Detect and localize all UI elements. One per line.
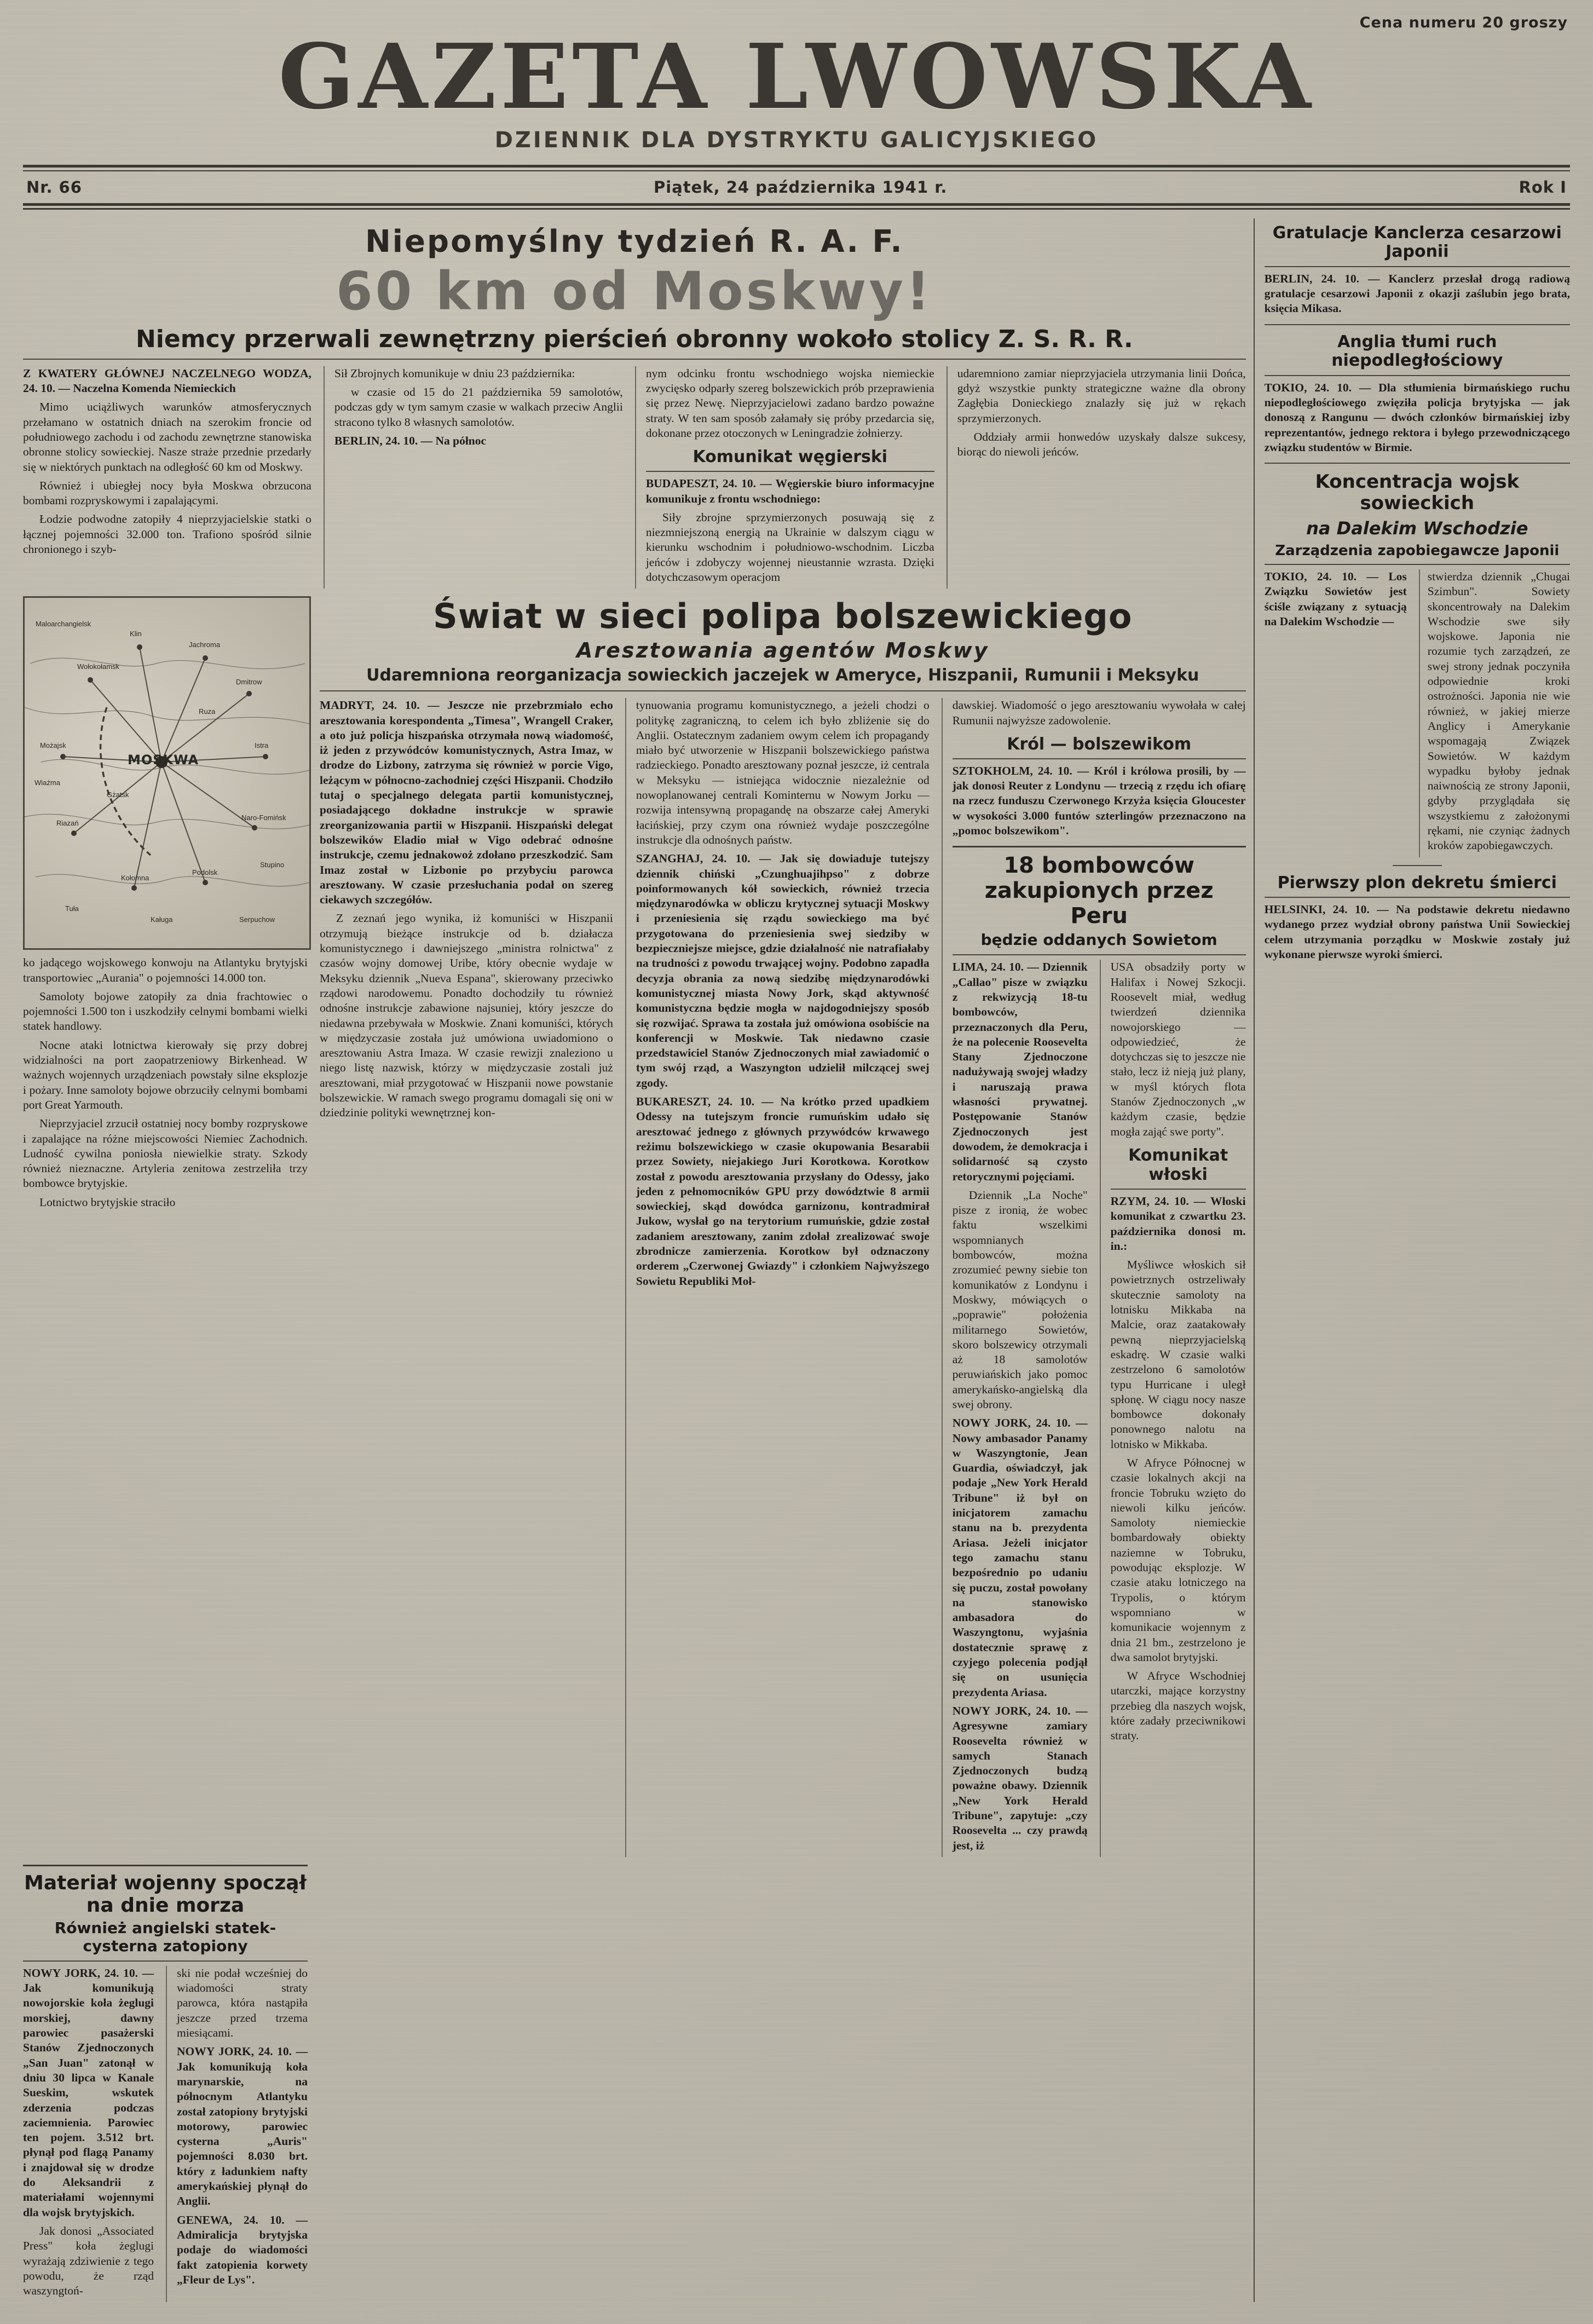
map-label: Naro-Fomińsk xyxy=(241,814,286,822)
issue-info-row xyxy=(23,171,1570,203)
map-label: Jachroma xyxy=(189,641,221,649)
paragraph: Nieprzyjaciel zrzucił ostatniej nocy bomby rozpryskowe i zapalające na różne miejscowości Niemiec Zachodnich. Ludność cywilna poniosła niewielkie straty. Szkody również nieznaczne. Artyleria zenitowa zestrzeliła trzy bombowce brytyjskie. xyxy=(23,1117,308,1190)
paragraph: NOWY JORK, 24. 10. — Jak komunikują koła marynarskie, na północnym Atlantyku został zatopiony brytyjski motorowy, parowiec cysterna „Auris" pojemności 8.030 brt. który z ładunkiem nafty amerykańskiej płynął do Anglii. xyxy=(177,2045,308,2208)
lead-headline: 60 km od Moskwy! xyxy=(336,260,933,322)
divider xyxy=(1111,1189,1246,1190)
paragraph: Z zeznań jego wynika, iż komuniści w Hiszpanii otrzymują bieżące instrukcje od b. działacza komunistycznego i dawniejszego „ministra rolnictwa" z czasów wojny domowej Uribe, który obecnie wydaje w Meksyku dziennik „Nueva Espana", skierowany przeciwko rządowi narodowemu. Ponadto dochodziły tu również odnośne instrukcje zabawione najsuniej, który jeszcze do niedawna przebywała w Moskwie. Znani komuniści, których w międzyczasie została już umówiona uwiadomiono o aresztowaniu Astra Imaza. W czasie rewizji znaleziono u niego listę nazwisk, którzy w międzyczasie zostali już aresztowani, miał przygotować w Hiszpanii nowe powstanie bolszewickie. W ramach swego programu domagali się oni w dziedzinie polityki wewnętrznej kon- xyxy=(320,912,613,1120)
map-label: Serpuchow xyxy=(239,915,275,924)
map-label: Klin xyxy=(130,630,142,638)
paragraph: TOKIO, 24. 10. — Dla stłumienia birmańskiego ruchu niepodległościowego zwięziła policja brytyjska — jak donoszą z Rangunu — dwóch członków birmańskiej izby reprezentantów, jednego rektora i byłego przewodniczącego związku studentów w Birmie. xyxy=(1264,380,1570,454)
map-label: Dmitrow xyxy=(236,678,262,687)
paragraph: Siły zbrojne sprzymierzonych posuwają się z niezmniejszoną energią na Ukrainie w dalszym ciągu w kierunku wschodnim i południowo-wschodnim. Liczba jeńców i zdobyczy wojennej nieustannie wzrasta. Dzięki dotychczasowym operacjom xyxy=(645,510,934,584)
lead-subhead: Niemcy przerwali zewnętrzny pierścień obronny wokoło stolicy Z. S. R. R. xyxy=(135,325,1133,353)
divider-issue xyxy=(23,203,1570,210)
sidebar-heading-soviet-east-3: Zarządzenia zapobiegawcze Japonii xyxy=(1275,543,1560,560)
soviet-east-col-1 xyxy=(1265,569,1407,857)
paragraph: BUDAPESZT, 24. 10. — Węgierskie biuro informacyjne komunikuje z frontu wschodniego: xyxy=(645,477,934,505)
map-label: Możajsk xyxy=(40,741,66,750)
paragraph: udaremniono zamiar nieprzyjaciela utrzymania linii Dońca, gdyż wszystkie punkty strategiczne ważne dla obrony Zagłębia Donieckiego znalazły się już w rękach sprzymierzonych. xyxy=(957,366,1246,425)
section-heading-king: Król — bolszewikom xyxy=(1007,734,1192,754)
paragraph: BUKARESZT, 24. 10. — Na krótko przed upadkiem Odessy na tutejszym froncie rumuńskim udało się aresztować jednego z głównych przywódców krwawego reżimu bolszewickiego w czasie okupowania Besarabii przez Sowiety, niejakiego Juri Korotkowa. Korotkow został z powodu aresztowania przysłany do Odessy, jako jeden z pełnomocników GPU przy dowództwie 8 armii sowieckiej, skąd dowódca garnizonu, kontradmirał Jukow, wysłał go na terytorium rumuńskie, gdzie został zadaniem aresztowany, zanim zdołał zrealizować swoje zbrodnicze zamierzenia. Korotkow był odznaczony orderem „Czerwonej Gwiazdy" i członkiem Najwyższego Sowietu Republiki Moł- xyxy=(636,1095,930,1288)
paragraph: dawskiej. Wiadomość o jego aresztowaniu wywołała w całej Rumunii najwyższe zadowolenie. xyxy=(952,699,1246,727)
divider xyxy=(646,471,934,472)
issue-date: Piątek, 24 października 1941 r. xyxy=(654,177,948,197)
lead-col-1 xyxy=(23,366,311,589)
map-moscow-region xyxy=(23,596,311,950)
page-title: GAZETA LWOWSKA xyxy=(278,25,1315,129)
sidebar-heading-congrats: Gratulacje Kanclerza cesarzowi Japonii xyxy=(1272,223,1562,262)
lead-kicker: Niepomyślny tydzień R. A. F. xyxy=(365,223,904,259)
paragraph: tynuowania programu komunistycznego, a jeżeli chodzi o politykę zagraniczną, to celem ich było zbliżenie się do Anglii. Ostatecznym zadaniem owym celem ich propagandy miało być utworzenie w Hiszpanii bolszewickiego państwa radzieckiego. Ponadto aresztowany poznał jeszcze, iż centrala w Meksyku — istniejąca widocznie niezależnie od nowoplanowanej centrali Kominternu w Nowym Jorku — rozwija intensywną propagandę na obszarze całej Ameryki łacińskiej, przy czym ona również wydaje poszczególne instrukcje dla odnośnych państw. xyxy=(636,699,930,846)
sidebar-heading-soviet-east: Koncentracja wojsk sowieckich xyxy=(1315,471,1520,515)
map-label: Wiaźma xyxy=(34,778,60,787)
sea-columns xyxy=(23,1966,308,2303)
sea-subhead: Również angielski statek-cysterna zatopiony xyxy=(54,1918,276,1955)
paragraph: MADRYT, 24. 10. — Jeszcze nie przebrzmiało echo aresztowania korespondenta „Timesa", Wrangell Craker, a oto już policja hiszpańska otrzymała nową wiadomość, iż jeden z przywódców komunistycznych, Astra Imaz, w drodze do Lizbony, zatrzyma się również w porcie Vigo, leżącym w północno-zachodniej części Hiszpanii. Chodziło tutaj o specjalnego delegata partii komunistycznej, posiadającego dokładne instrukcje w sprawie zreorganizowania partii w Hiszpanii. Hiszpański delegat bolszewików Eladio miał w Vigo odebrać odnośne instrukcje, czemu jednakowoż zdołano przeszkodzić. Sam Imaz został w Lizbonie po przybyciu parowca aresztowany. W czasie przesłuchania podał on szereg ciekawych szczegółów. xyxy=(320,699,613,907)
paragraph: LIMA, 24. 10. — Dziennik „Callao" pisze w związku z rekwizycją 18-tu bombowców, przeznaczonych dla Peru, że na polecenie Roosevelta Stany Zjednoczone nadużywają swojej władzy i naruszają prawa własności prywatnej. Postępowanie Stanów Zjednoczonych jest dowodem, że demokracja i solidarność są czysto retorycznymi pojęciami. xyxy=(952,960,1088,1183)
peru-subhead: będzie oddanych Sowietom xyxy=(980,931,1217,949)
paragraph: Łodzie podwodne zatopiły 4 nieprzyjacielskie statki o łącznej pojemności 32.000 ton. Trafiono spośród silnie chronionego i szyb- xyxy=(23,512,311,556)
paragraph: W Afryce Wschodniej utarczki, mające korzystny przebieg dla naszych wojsk, które zadały przeciwnikowi straty. xyxy=(1110,1669,1246,1743)
polyp-subhead: Aresztowania agentów Moskwy xyxy=(576,638,989,663)
map-label: Stupino xyxy=(260,861,285,869)
lead-col-3 xyxy=(635,366,934,589)
polyp-col-1 xyxy=(320,698,613,1857)
divider xyxy=(953,954,1246,955)
map-label-moscow: MOSKWA xyxy=(128,752,199,768)
paragraph: ski nie podał wcześniej do wiadomości straty parowca, która nastąpiła jeszcze przed trzema miesiącami. xyxy=(177,1966,308,2040)
divider-top xyxy=(23,165,1570,168)
paragraph: NOWY JORK, 24. 10. — Agresywne zamiary Roosevelta również w samych Stanach Zjednoczonych budzą poważne obawy. Dziennik „New York Herald Tribune", zapytuje: „czy Roosevelta ... czy prawdą jest, iż xyxy=(952,1704,1088,1852)
divider xyxy=(23,1960,308,1962)
paragraph: Samoloty bojowe zatopiły za dnia frachtowiec o pojemności 1.500 ton i uszkodziły celnymi bombami wielki statek handlowy. xyxy=(23,989,308,1033)
sea-headline: Materiał wojenny spoczął na dnie morza xyxy=(24,1871,307,1917)
divider xyxy=(1265,564,1570,565)
sea-section xyxy=(23,1865,308,2303)
map-label: Podolsk xyxy=(192,868,218,877)
map-label: Maloarchangielsk xyxy=(36,620,91,628)
soviet-east-columns xyxy=(1265,569,1570,857)
price-label: Cena numeru 20 groszy xyxy=(1359,14,1568,31)
map-label: Tuła xyxy=(65,904,79,913)
paragraph: SZANGHAJ, 24. 10. — Jak się dowiaduje tutejszy dziennik chiński „Czunghuajihpso" z dobrze poinformowanych kół sowieckich, również trzecia międzynarodówka w obliczu krytycznej sytuacji Moskwy i przeniesienia się rządu sowieckiego ma być przygotowana do przeniesienia swej siedziby w bezpieczniejsze miejsce, gdzie działalność nie natrafiałaby na trudności z powodu trwającej wojny. Podobno zapadła decyzja obrania za nową siedzibę międzynarodówki komunistycznej miasta Nowy Jork, skąd aktywność komunistyczna będzie mogła w najdogodniejszy sposób się rozwijać. Sprawa ta została już omówiona osobiście na konferencji w Moskwie. Tak niedawno czasie przedstawiciel Stanów Zjednoczonych miał zawiadomić o tym swój rząd, a Waszyngton udzielił milczącej swej zgody. xyxy=(636,852,930,1089)
paragraph: BERLIN, 24. 10. — Na północ xyxy=(334,434,487,447)
divider xyxy=(23,1865,308,1866)
issue-number: Nr. 66 xyxy=(26,177,82,197)
polyp-col-3 xyxy=(942,698,1246,1857)
divider xyxy=(1265,897,1570,898)
divider xyxy=(1393,865,1442,866)
divider xyxy=(1265,324,1570,325)
polyp-subhead-2: Udaremniona reorganizacja sowieckich jaczejek w Ameryce, Hiszpanii, Rumunii i Meksyku xyxy=(366,666,1199,685)
map-label: Riazań xyxy=(56,819,79,828)
paragraph: stwierdza dziennik „Chugai Szimbun". Sowiety skoncentrowały na Dalekim Wschodzie swe siły wojskowe. Japonia nie rozumie tych zarządzeń, ze swej strony jednak poczyniła odpowiednie kroki ostrożności. Japonia nie wie również, w jakiej mierze Anglicy i Amerykanie wspomagają Związek Sowietów. W każdym wypadku byłoby jednak naiwnością ze strony Japonii, gdyby przyglądała się wszystkiemu z założonymi rękami, nie czyniąc żadnych kroków zapobiegawczych. xyxy=(1427,569,1570,852)
right-column xyxy=(1254,218,1570,2303)
paragraph: USA obsadziły porty w Halifax i Nowej Szkocji. Roosevelt miał, według twierdzeń dziennika nowojorskiego — odpowiedzieć, że dotychczas się to jeszcze nie stało, lecz iż nieją już plany, w myśl których flota Stanów Zjednoczonych „w każdym czasie, będzie mogła zająć swe porty". xyxy=(1110,960,1246,1138)
paragraph: NOWY JORK, 24. 10. — Nowy ambasador Panamy w Waszyngtonie, Jean Guardia, oświadczył, jak podaje „New York Herald Tribune" iż był on inicjatorem zamachu stanu na b. prezydenta Ariasa. Jeżeli inicjator tego zamachu stanu bezpośrednio po udaniu się puczu, został powołany na stanowisko ambasadora do Waszyngtonu, wyjaśnia dostatecznie sprawę z czyjego polecenia podjął się on usunięcia prezydenta Ariasa. xyxy=(952,1416,1088,1699)
paragraph: Również i ubiegłej nocy była Moskwa obrzucona bombami rozpryskowymi i zapalającymi. xyxy=(23,478,311,508)
paragraph: HELSINKI, 24. 10. — Na podstawie dekretu niedawno wydanego przez wydział obrony państwa Unii Sowieckiej celem utrzymania porządku w Moskwie zostały już wykonane pierwsze wyroki śmierci. xyxy=(1264,903,1570,961)
map-label: Kaługa xyxy=(151,915,173,924)
divider xyxy=(953,758,1246,759)
paragraph: Oddziały armii honwedów uzyskały dalsze sukcesy, biorąc do niewoli jeńców. xyxy=(957,430,1246,459)
paragraph: RZYM, 24. 10. — Włoski komunikat z czwartku 23. października donosi m. in.: xyxy=(1110,1194,1246,1253)
paragraph: TOKIO, 24. 10. — Los Związku Sowietów jest ściśle związany z sytuacją na Dalekim Wschodzie — xyxy=(1264,569,1407,628)
peru-columns xyxy=(953,960,1246,1857)
paragraph: ko jadącego wojskowego konwoju na Atlantyku brytyjski transportowiec „Aurania" o pojemności 14.000 ton. xyxy=(23,956,308,984)
sidebar-heading-soviet-east-2: na Dalekim Wschodzie xyxy=(1306,518,1528,539)
polyp-feature xyxy=(320,593,1246,1857)
paragraph: Myśliwce włoskich sił powietrznych ostrzeliwały skutecznie samoloty na lotnisku Mikkaba na Malcie, oraz zaatakowały pewną nieprzyjacielską eskadrę. W czasie walki zestrzelono 6 samolotów typu Hurricane i uległ spłonę. W ciągu nocy nasze bombowce dokonały ponownego nalotu na lotnisko w Mikkaba. xyxy=(1110,1258,1246,1451)
map-label: Kołomna xyxy=(121,874,149,883)
sidebar-heading-death-decree: Pierwszy plon dekretu śmierci xyxy=(1277,873,1557,892)
lead-col-2 xyxy=(324,366,623,589)
divider xyxy=(953,846,1246,847)
paragraph: Z KWATERY GŁÓWNEJ NACZELNEGO WODZA, 24. 10. — Naczelna Komenda Niemieckich xyxy=(23,366,311,395)
sea-col-2 xyxy=(166,1966,308,2303)
paragraph: Dziennik „La Noche" pisze z ironią, że wobec faktu wszelkimi wspomnianych bombowców, można zrozumieć pewny siebie ton komunikatów z Londynu i Moskwy, mówiących o „poprawie" położenia militarnego Sowietów, skoro bolszewicy otrzymali aż 18 samolotów peruwiańskich jako pomoc amerykańsko-angielską dla swej obrony. xyxy=(952,1188,1088,1411)
paragraph: nym odcinku frontu wschodniego wojska niemieckie zwycięsko odparły szereg bolszewickich prób przeprawienia się przez Newę. Nieprzyjacielowi zadano bardzo poważne straty. W ten sam sposób załamały się próby przedarcia się, dokonane przez otoczonych w Leningradzie żołnierzy. xyxy=(645,366,934,440)
sidebar-heading-burma: Anglia tłumi ruch niepodległościowy xyxy=(1331,332,1503,371)
paragraph: Nocne ataki lotnictwa kierowały się przy dobrej widzialności na port zaopatrzeniowy Birkenhead. W ważnych wojennych urządzeniach powstały silne eksplozje i pożary. Inne samoloty bojowe obrzuciły celnymi bombami port Great Yarmouth. xyxy=(23,1038,308,1111)
lead-divider xyxy=(23,359,1246,360)
section-heading-hungarian: Komunikat węgierski xyxy=(692,447,888,467)
peru-col-1 xyxy=(953,960,1088,1857)
paragraph: W Afryce Północnej w czasie lokalnych akcji na froncie Tobruku wzięto do niewoli kilku jeńców. Samoloty niemieckie bombardowały obiekty naziemne w Tobruku, powodując eksplozje. W czasie ataku lotniczego na Trypolis, o którym wspomniano w komunikacie wojennym z dnia 21 bm., zestrzelono je dwa samolot brytyjski. xyxy=(1110,1456,1246,1664)
masthead-subtitle: DZIENNIK DLA DYSTRYKTU GALICYJSKIEGO xyxy=(494,127,1099,153)
paragraph: Lotnictwo brytyjskie straciło xyxy=(39,1195,176,1209)
paragraph: w czasie od 15 do 21 października 59 samolotów, podczas gdy w tym samym czasie w walkach przeciw Anglii stracono tylko 8 własnych samolotów. xyxy=(334,385,623,429)
map-label: Gżatsk xyxy=(107,791,129,799)
divider xyxy=(1265,463,1570,464)
map-column xyxy=(23,593,308,1857)
issue-year: Rok I xyxy=(1519,177,1567,197)
peru-headline: 18 bombowców zakupionych przez Peru xyxy=(984,853,1214,929)
lead-columns xyxy=(23,366,1246,589)
polyp-columns xyxy=(320,698,1246,1857)
polyp-headline: Świat w sieci polipa bolszewickiego xyxy=(433,596,1133,637)
paragraph: Sił Zbrojnych komunikuje w dniu 23 października: xyxy=(334,366,575,380)
divider xyxy=(1265,266,1570,267)
section-heading-italian: Komunikat włoski xyxy=(1128,1145,1228,1184)
paragraph: Jak donosi „Associated Press" koła żeglugi wyrażają zdziwienie z tego powodu, że rząd waszyngtoń- xyxy=(23,2224,154,2298)
divider xyxy=(1265,375,1570,376)
paragraph: BERLIN, 24. 10. — Kanclerz przesłał drogą radiową gratulacje cesarzowi Japonii z okazji zaślubin jego brata, księcia Mikasa. xyxy=(1264,272,1570,315)
paragraph: SZTOKHOLM, 24. 10. — Król i królowa prosili, by — jak donosi Reuter z Londynu — trzecią z rzędu ich ofiarę na rzecz funduszu Czerwonego Krzyża księcia Gloucester w wysokości 3.000 funtów szterlingów przeznaczono na „pomoc bolszewikom". xyxy=(952,764,1246,838)
main-content xyxy=(23,218,1246,2303)
peru-col-2 xyxy=(1100,960,1246,1857)
divider xyxy=(320,690,1246,691)
map-label: Istra xyxy=(255,741,269,750)
paragraph: Mimo uciążliwych warunków atmosferycznych przełamano w ostatnich dniach na szerokim froncie od południowego zachodu i od zachodu zewnętrzne stanowiska obronne stolicy sowieckiej. Nasze straże przednie przedarły się w niektórych punktach na odległość 60 km od Moskwy. xyxy=(23,400,311,474)
paragraph: NOWY JORK, 24. 10. — Jak komunikują nowojorskie koła żeglugi morskiej, dawny parowiec pasażerski Stanów Zjednoczonych „San Juan" zatonął w dniu 30 lipca w Kanale Sueskim, wskutek zderzenia podczas zaciemnienia. Parowiec ten pojem. 3.512 brt. płynął pod flagą Panamy i znajdował się w drodze do Aleksandrii z materiałami wojennymi dla wojsk brytyjskich. xyxy=(23,1966,154,2219)
lead-col-4 xyxy=(946,366,1246,589)
map-label: Ruza xyxy=(199,707,216,716)
polyp-col-2 xyxy=(625,698,930,1857)
paragraph: GENEWA, 24. 10. — Admiralicja brytyjska podaje do wiadomości fakt zatopienia korwety „Fleur de Lys". xyxy=(177,2213,308,2286)
soviet-east-col-2 xyxy=(1419,569,1570,857)
map-label: Wołokołamsk xyxy=(77,662,120,671)
sea-col-1 xyxy=(23,1966,154,2303)
